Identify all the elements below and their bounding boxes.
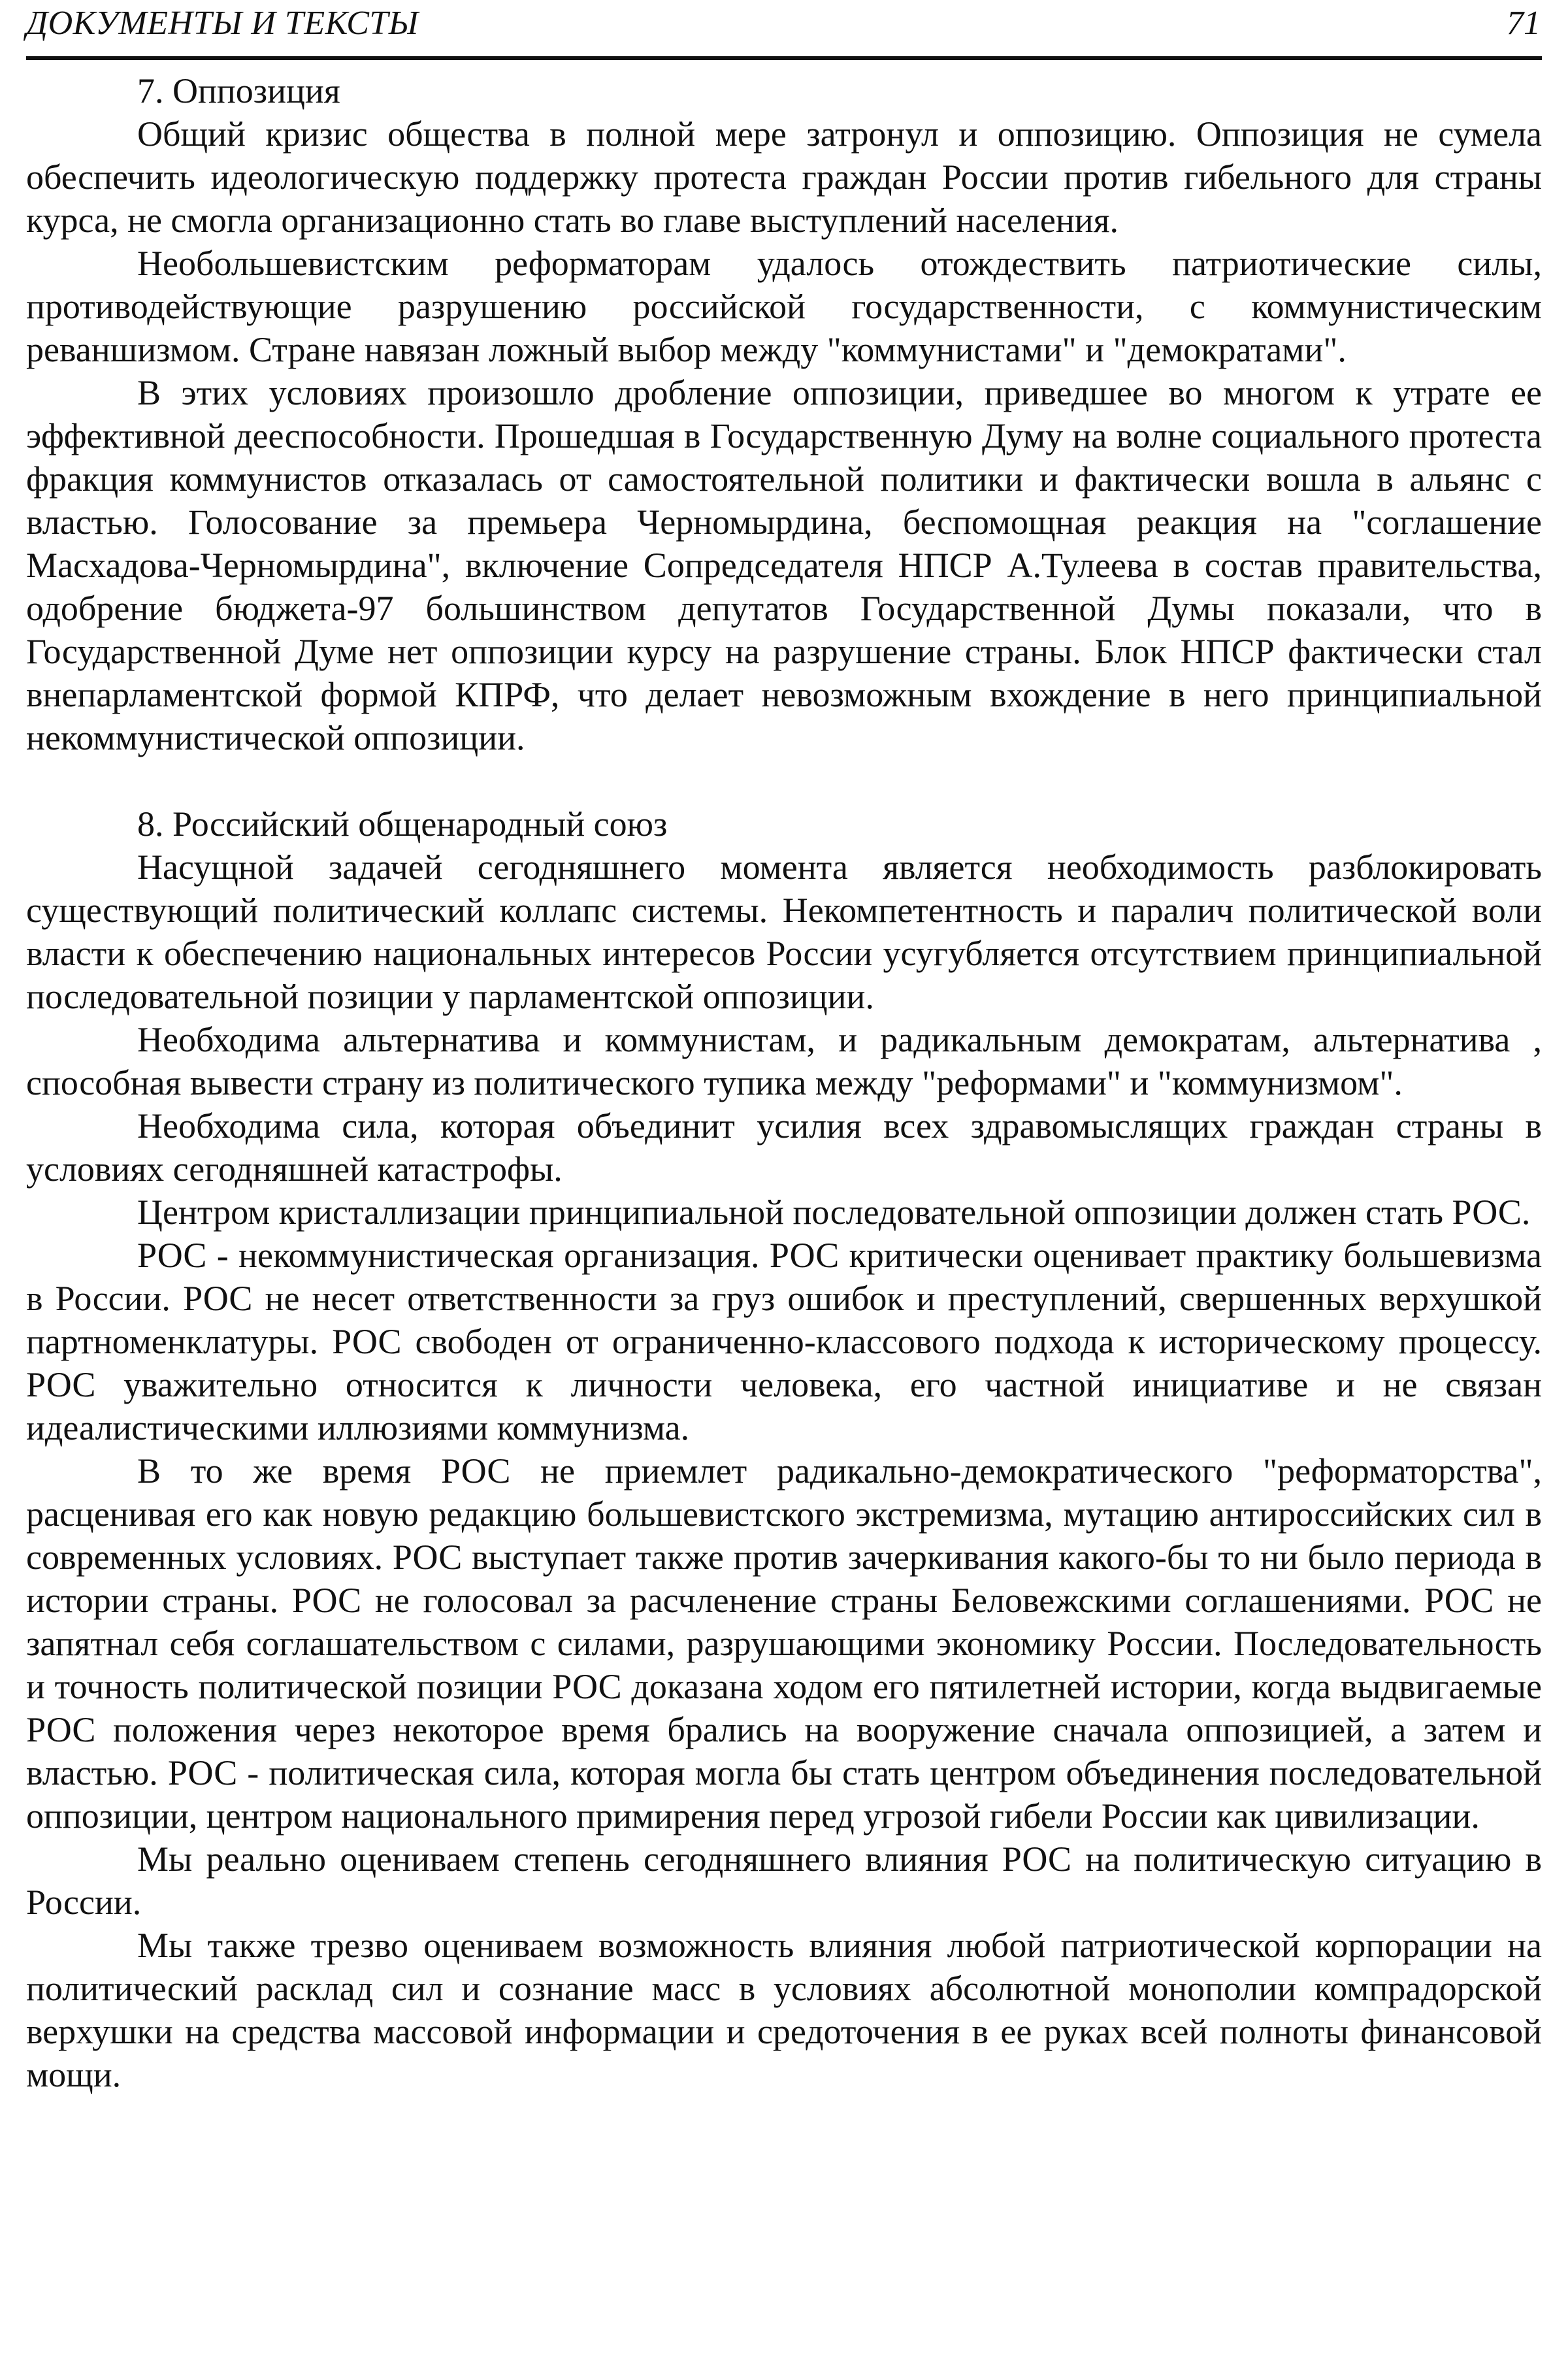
paragraph: Общий кризис общества в полной мере затронул и оппозицию. Оппозиция не сумела обеспечить идеологическую поддержку протеста граждан России против гибельного для страны курса, не смогла организационно стать во главе выступлений населения.: [26, 114, 1542, 240]
paragraph: В этих условиях произошло дробление оппозиции, приведшее во многом к утрате ее эффективной дееспособности. Прошедшая в Государственную Думу на волне социального протеста фракция коммунистов отказалась от самостоятельной политики и фактически вошла в альянс с властью. Голосование за премьера Черномырдина, беспомощная реакция на "соглашение Масхадова-Черномырдина", включение Сопредседателя НПСР А.Тулеева в состав правительства, одобрение бюджета-97 большинством депутатов Государственной Думы показали, что в Государственной Думе нет оппозиции курсу на разрушение страны. Блок НПСР фактически стал внепарламентской формой КПРФ, что делает невозможным вхождение в него принципиальной некоммунистической оппозиции.: [26, 373, 1542, 757]
section-opposition: [26, 69, 1542, 759]
paragraph: Необходима сила, которая объединит усилия всех здравомыслящих граждан страны в условиях сегодняшней катастрофы.: [26, 1106, 1542, 1189]
paragraph: В то же время РОС не приемлет радикально-демократического "реформаторства", расценивая его как новую редакцию большевистского экстремизма, мутацию антироссийских сил в современных условиях. РОС выступает также против зачеркивания какого-бы то ни было периода в истории страны. РОС не голосовал за расчленение страны Беловежскими соглашениями. РОС не запятнал себя соглашательством с силами, разрушающими экономику России. Последовательность и точность политической позиции РОС доказана ходом его пятилетней истории, когда выдвигаемые РОС положения через некоторое время брались на вооружение сначала оппозицией, а затем и властью. РОС - политическая сила, которая могла бы стать центром объединения последовательной оппозиции, центром национального примирения перед угрозой гибели России как цивилизации.: [26, 1451, 1542, 1836]
page-number: 71: [1507, 5, 1541, 42]
paragraph: Необходима альтернатива и коммунистам, и радикальным демократам, альтернатива , способная вывести страну из политического тупика между "реформами" и "коммунизмом".: [26, 1020, 1542, 1102]
section-divider-space: [26, 759, 1542, 802]
section-russian-union: [26, 802, 1542, 2096]
running-header: [26, 0, 1542, 60]
paragraph: Насущной задачей сегодняшнего момента является необходимость разблокировать существующий политический коллапс системы. Некомпетентность и паралич политической воли власти к обеспечению национальных интересов России усугубляется отсутствием принципиальной последовательной позиции у парламентской оппозиции.: [26, 848, 1542, 1016]
document-body: [26, 69, 1542, 2096]
header-title: ДОКУМЕНТЫ И ТЕКСТЫ: [26, 5, 419, 42]
paragraph: Центром кристаллизации принципиальной последовательной оппозиции должен стать РОС.: [137, 1193, 1531, 1232]
paragraph: РОС - некоммунистическая организация. РОС критически оценивает практику большевизма в России. РОС не несет ответственности за груз ошибок и преступлений, свершенных верхушкой партноменклатуры. РОС свободен от ограниченно-классового подхода к историческому процессу. РОС уважительно относится к личности человека, его частной инициативе и не связан идеалистическими иллюзиями коммунизма.: [26, 1236, 1542, 1447]
section-heading: 7. Оппозиция: [137, 71, 340, 110]
section-heading: 8. Российский общенародный союз: [137, 804, 668, 844]
paragraph: Мы реально оцениваем степень сегодняшнего влияния РОС на политическую ситуацию в России.: [26, 1839, 1542, 1922]
paragraph: Необольшевистским реформаторам удалось отождествить патриотические силы, противодействующие разрушению российской государственности, с коммунистическим реваншизмом. Стране навязан ложный выбор между "коммунистами" и "демократами".: [26, 244, 1542, 369]
paragraph: Мы также трезво оцениваем возможность влияния любой патриотической корпорации на политический расклад сил и сознание масс в условиях абсолютной монополии компрадорской верхушки на средства массовой информации и средоточения в ее руках всей полноты финансовой мощи.: [26, 1926, 1542, 2094]
document-page: [26, 0, 1542, 2096]
